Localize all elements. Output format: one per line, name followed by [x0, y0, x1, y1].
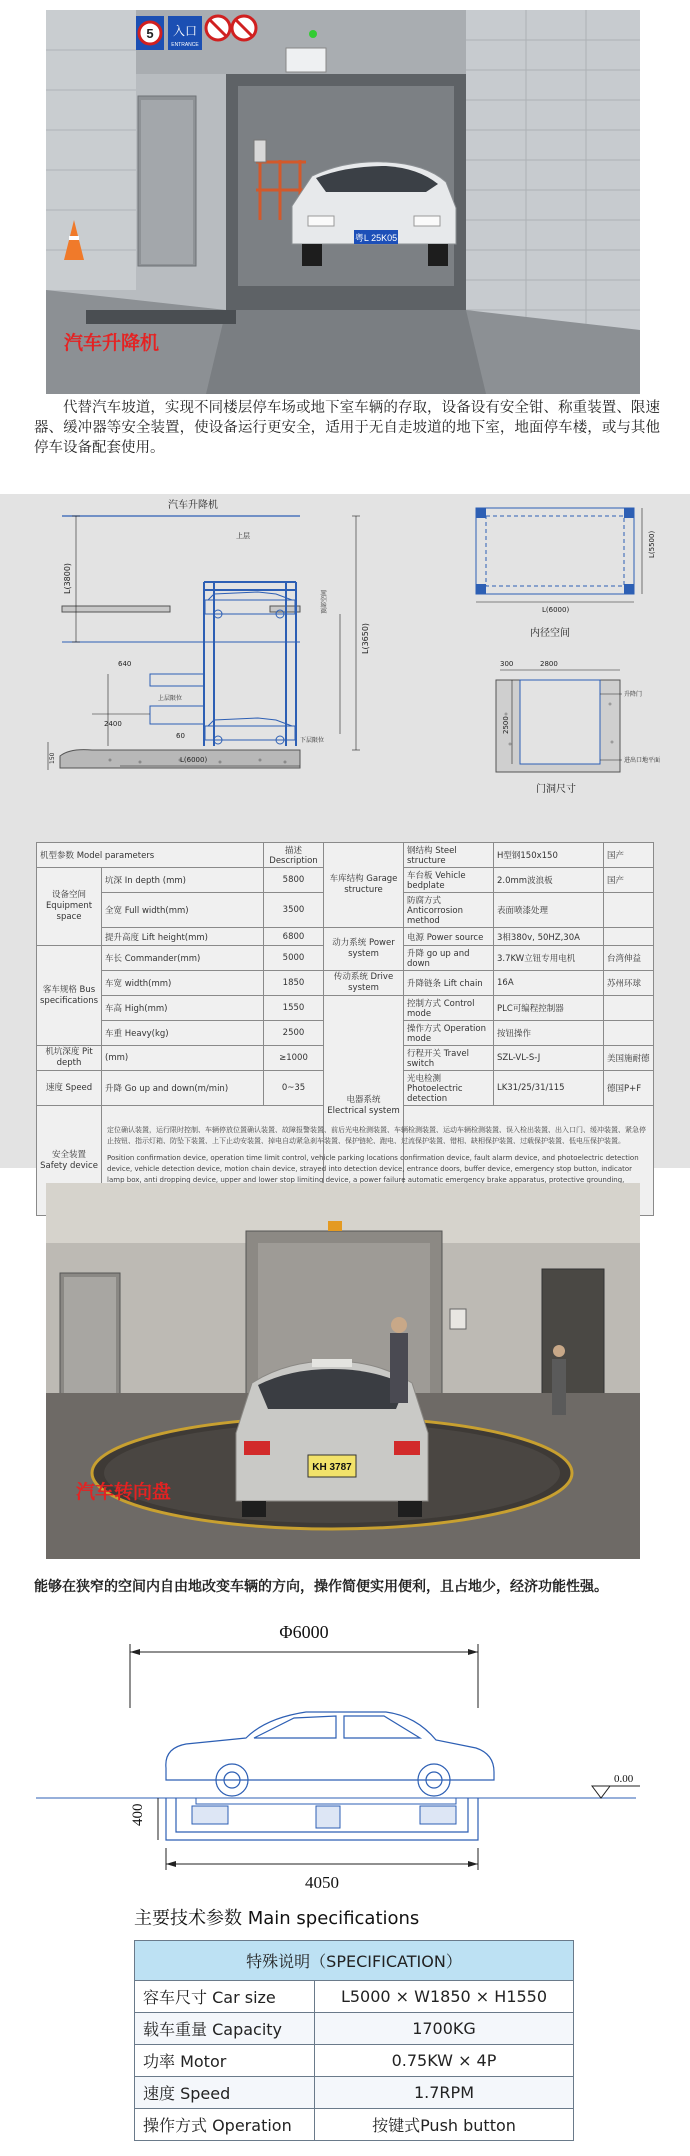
- main-spec-table: [134, 1940, 574, 2141]
- table-row: 操作方式 Operation 按键式Push button: [135, 2109, 574, 2141]
- label-lift-door: 升降门: [624, 691, 643, 698]
- turntable-car-plate: KH 3787: [312, 1462, 352, 1473]
- spec-table-panel: [0, 832, 690, 1184]
- photo1-caption: 汽车升降机: [64, 332, 160, 354]
- label-entrance-plane: 进出口地平面: [624, 757, 661, 764]
- car-lift-drawing-svg: [0, 494, 690, 832]
- label-top-floor: 上层: [236, 532, 250, 540]
- table-row: 速度 Speed 1.7RPM: [135, 2077, 574, 2109]
- table-row: 载车重量 Capacity 1700KG: [135, 2013, 574, 2045]
- dim-width: 4050: [305, 1873, 339, 1892]
- dim-60: 60: [176, 732, 185, 740]
- dim-150: 150: [49, 752, 56, 764]
- safety-label: 安全装置 Safety device: [37, 1106, 102, 1216]
- spec-row: 车宽 width(mm) 1850 传动系统 Drive system 升降链条 Lift chain 16A 苏州环球: [37, 971, 654, 996]
- turntable-drawing-svg: [36, 1608, 656, 1898]
- safety-en: Position confirmation device, operation time limit control, vehicle parking locations confirmation device, fault alarm device, and photoelectric detection device, vehicle detection device, motion chain device, strayed into detection device, entrance doors, buffer device, emergency stop button, indicator lamp box, anti dropping device, upper and lower stop limiting device, a power failure automatic emergency brake apparatus, protective grounding,: [107, 1153, 639, 1184]
- dim-depth: 400: [130, 1803, 146, 1826]
- plan-caption: 内径空间: [530, 628, 570, 639]
- spec-table: [36, 842, 654, 1216]
- main-spec-header: 特殊说明（SPECIFICATION）: [135, 1941, 574, 1981]
- table-row: 功率 Motor 0.75KW × 4P: [135, 2045, 574, 2077]
- dim-2400: 2400: [104, 720, 122, 728]
- sign-entrance-en: ENTRANCE: [171, 42, 199, 48]
- main-spec-header-row: [135, 1941, 574, 1981]
- table-row: 容车尺寸 Car size L5000 × W1850 × H1550: [135, 1981, 574, 2013]
- car-lift-photo: [46, 10, 640, 394]
- spec-row: 全宽 Full width(mm) 3500 防腐方式 Anticorrosion method 表面喷漆处理: [37, 893, 654, 928]
- main-spec-title: 主要技术参数 Main specifications: [134, 1908, 420, 1929]
- sign-entrance-label: 入口: [172, 24, 198, 38]
- label-upper-limit: 上层限位: [158, 695, 183, 702]
- dim-l3650: L(3650): [361, 622, 370, 654]
- level-marker: 0.00: [614, 1773, 634, 1785]
- drawing-title: 汽车升降机: [168, 500, 218, 511]
- dim-l6000: L(6000): [180, 756, 208, 764]
- dim-640: 640: [118, 660, 132, 668]
- safety-cn: 定位确认装置，运行限时控制、车辆停放位置确认装置、故障报警装置、前后光电检测装置、车辆检测装置、运动车辆检测装置、误入检出装置、出入口门、缓冲装置、紧急停止按钮、指示灯箱、防坠下装置、上下止动安装置、掉电自动紧急刹车装置、保护链轮、跑电、过流保护装置、错相、缺相保护装置、过载保护装置、低电压保护装置。: [107, 1125, 647, 1145]
- dim-l3800: L(3800): [63, 562, 72, 594]
- turntable-description: 能够在狭窄的空间内自由地改变车辆的方向，操作简便实用便利，且占地少，经济功能性强。: [34, 1579, 608, 1595]
- spec-row: 速度 Speed 升降 Go up and down(m/min) 0~35 光电检测 Photoelectric detection LK31/25/31/115 德国P+F: [37, 1071, 654, 1106]
- car-lift-drawings: [0, 494, 690, 832]
- spec-row: 车重 Heavy(kg) 2500 操作方式 Operation mode 按钮操作: [37, 1021, 654, 1046]
- turntable-drawing: [36, 1608, 656, 1898]
- car-plate: 粤L 25K05: [354, 233, 398, 243]
- label-lower-limit: 下层限位: [300, 737, 325, 744]
- spec-row: 设备空间 Equipment space 坑深 In depth (mm) 5800 车台板 Vehicle bedplate 2.0mm波浪板 国产: [37, 868, 654, 893]
- spec-row: 机型参数 Model parameters 描述 Description 车库结构 Garage structure 钢结构 Steel structure H型钢150x150 国产: [37, 843, 654, 868]
- door-dim-2800: 2800: [540, 660, 558, 668]
- label-shaft-top: 顶部空间: [321, 589, 328, 614]
- turntable-photo: [46, 1183, 640, 1559]
- door-caption: 门洞尺寸: [536, 784, 576, 795]
- spec-row: 机坑深度 Pit depth (mm) ≥1000 行程开关 Travel switch SZL-VL-S-J 美国施耐德: [37, 1046, 654, 1071]
- spec-row: 车高 High(mm) 1550 电器系统 Electrical system 控制方式 Control mode PLC可编程控制器: [37, 996, 654, 1021]
- spec-row: 客车规格 Bus specifications 车长 Commander(mm) 5000 升降 go up and down 3.7KW立钮专用电机 台湾伸益: [37, 946, 654, 971]
- dim-diameter: Φ6000: [279, 1622, 329, 1642]
- door-dim-2500: 2500: [502, 716, 510, 734]
- car-lift-description: 代替汽车坡道，实现不同楼层停车场或地下室车辆的存取，设备设有安全钳、称重装置、限速器、缓冲器等安全装置，使设备运行更安全，适用于无自走坡道的地下室，地面停车楼，或与其他停车设备配套使用。: [34, 400, 660, 456]
- spec-row: 提升高度 Lift height(mm) 6800 动力系统 Power system 电源 Power source 3相380v, 50HZ,30A: [37, 928, 654, 946]
- plan-dim-l5500: L(5500): [648, 530, 656, 558]
- photo2-caption: 汽车转向盘: [76, 1481, 172, 1503]
- plan-dim-l6000: L(6000): [542, 606, 570, 614]
- door-dim-300: 300: [500, 660, 514, 668]
- sign-speed-number: 5: [146, 26, 154, 41]
